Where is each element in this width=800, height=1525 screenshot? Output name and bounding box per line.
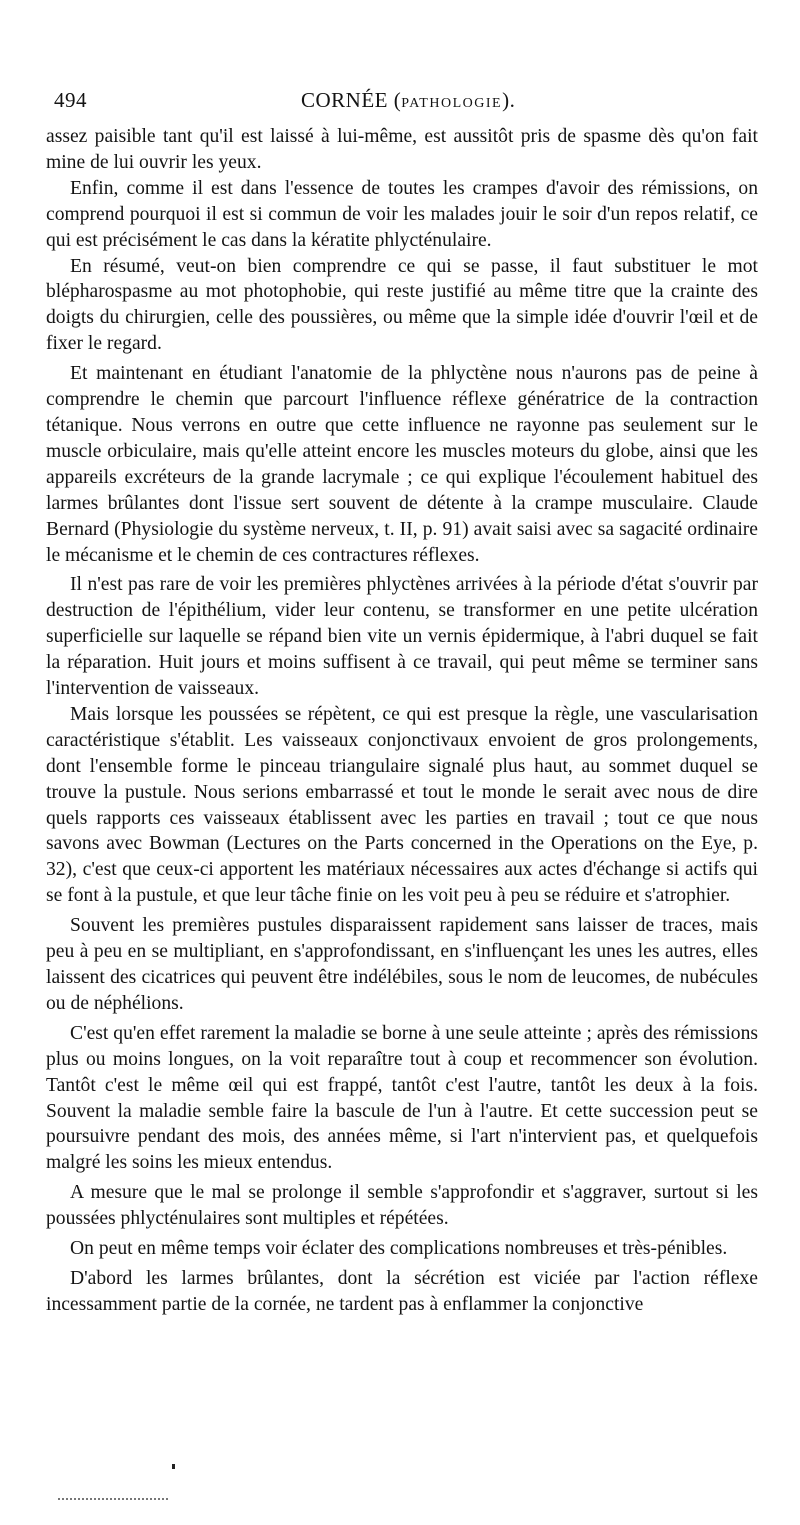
paragraph: Il n'est pas rare de voir les premières phlyctènes arrivées à la période d'état s'ouvrir par destruction de l'épithélium, vider leur contenu, se transformer en une petite ulcération superficielle sur laquelle se répand bien vite un vernis épidermique, à l'abri duquel se fait la réparation. Huit jours et moins suffisent à ce travail, qui peut même se terminer sans l'intervention de vaisseaux. [46,574,758,700]
paragraph: Mais lorsque les poussées se répètent, ce qui est presque la règle, une vascularisation caractéristique s'établit. Les vaisseaux conjonctivaux envoient de gros prolongements, dont l'ensemble forme le pinceau triangulaire signalé plus haut, au sommet duquel se trouve la pustule. Nous serions embarrassé et tout le monde le serait avec nous de dire quels rapports ces vaisseaux établissent avec les parties en travail ; tout ce que nous savons avec Bowman (Lectures on the Parts concerned in the Operations on the Eye, p. 32), c'est que ceux-ci apportent les matériaux nécessaires aux actes d'échange si actifs qui se font à la pustule, et que leur tâche finie on les voit peu à peu se réduire et s'atrophier. [46,703,758,907]
paragraph: Enfin, comme il est dans l'essence de toutes les crampes d'avoir des rémissions, on comprend pourquoi il est si commun de voir les malades jouir le soir d'un repos relatif, ce qui est précisément le cas dans la kératite phlycténulaire. [46,177,758,251]
running-title-end: ). [502,88,516,112]
running-title-main: CORNÉE ( [301,88,402,112]
ink-speck [172,1464,175,1469]
running-title-subtitle: PATHOLOGIE [401,96,503,111]
paragraph: Et maintenant en étudiant l'anatomie de la phlyctène nous n'aurons pas de peine à comprendre le chemin que parcourt l'influence réflexe génératrice de la contraction tétanique. Nous verrons en outre que cette influence ne rayonne pas seulement sur le muscle orbiculaire, mais qu'elle atteint encore les muscles moteurs du globe, ainsi que les appareils excréteurs de la grande lacrymale ; ce qui explique l'écoulement habituel des larmes brûlantes dont l'issue sert souvent de détente à la crampe musculaire. Claude Bernard (Physiologie du système nerveux, t. II, p. 91) avait saisi avec sa sagacité ordinaire le mécanisme et le chemin de ces contractures réflexes. [46,363,758,566]
paragraph-continuation: assez paisible tant qu'il est laissé à lui-même, est aussitôt pris de spasme dès qu'on fait mine de lui ouvrir les yeux. [46,126,758,173]
book-page [46,88,758,1318]
paragraph: En résumé, veut-on bien comprendre ce qui se passe, il faut substituer le mot blépharospasme au mot photophobie, qui reste justifié au même titre que la crainte des doigts du chirurgien, celle des poussières, ou même que la simple idée d'ouvrir l'œil et de fixer le regard. [46,255,758,355]
paragraph: C'est qu'en effet rarement la maladie se borne à une seule atteinte ; après des rémissions plus ou moins longues, on la voit reparaître tout à coup et recommencer son évolution. Tantôt c'est le même œil qui est frappé, tantôt c'est l'autre, tantôt les deux à la fois. Souvent la maladie semble faire la bascule de l'un à l'autre. Et cette succession peut se poursuivre pendant des mois, des années même, si l'art n'intervient pas, et quelquefois malgré les soins les mieux entendus. [46,1022,758,1174]
paragraph: Souvent les premières pustules disparaissent rapidement sans laisser de traces, mais peu à peu en se multipliant, en s'approfondissant, en s'influençant les unes les autres, elles laissent des cicatrices qui peuvent être indélébiles, sous le nom de leucomes, de nubécules ou de néphélions. [46,915,758,1014]
body-text [46,124,758,1318]
paragraph: D'abord les larmes brûlantes, dont la sécrétion est viciée par l'action réflexe incessamment partie de la cornée, ne tardent pas à enflammer la conjonctive [46,1267,758,1315]
running-title [301,88,515,113]
paragraph: A mesure que le mal se prolonge il semble s'approfondir et s'aggraver, surtout si les poussées phlycténulaires sont multiples et répétées. [46,1182,758,1230]
running-header [46,88,758,124]
scan-artifact-dots [58,1498,168,1502]
page-number: 494 [54,88,87,112]
paragraph: On peut en même temps voir éclater des complications nombreuses et très-pénibles. [70,1238,728,1260]
